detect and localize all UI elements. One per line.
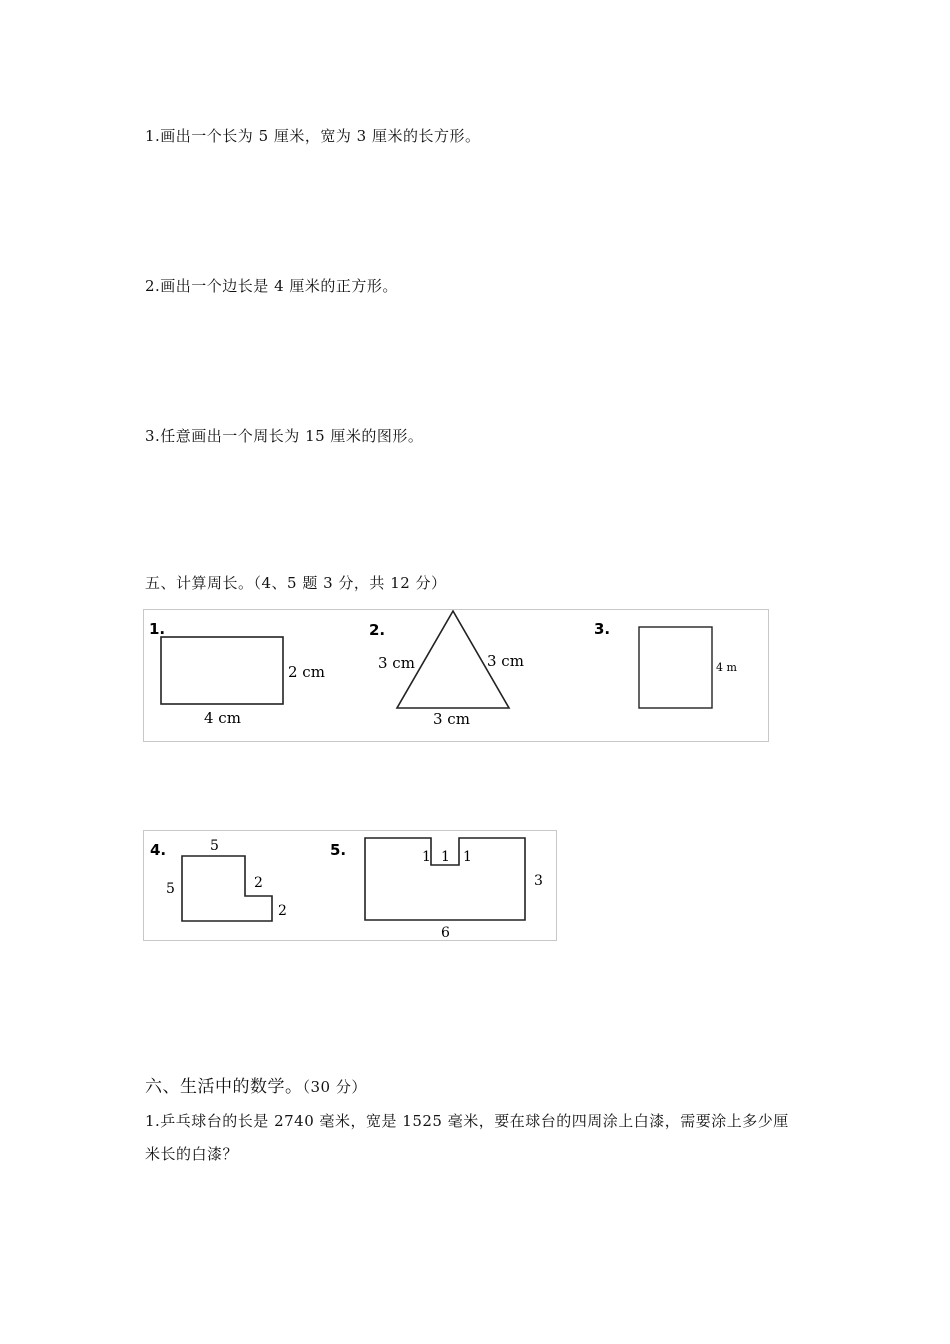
- notched-width-label: 6: [441, 925, 450, 940]
- question-draw-rectangle: 1.画出一个长为 5 厘米，宽为 3 厘米的长方形。: [145, 127, 481, 145]
- triangle-base-label: 3 cm: [433, 710, 470, 728]
- figure-panel-2: [143, 830, 557, 941]
- l-shape-step-label: 2: [254, 875, 263, 891]
- question-draw-shape: 3.任意画出一个周长为 15 厘米的图形。: [145, 427, 424, 445]
- rectangle-shape: [161, 637, 283, 704]
- section-6-points: （30 分）: [302, 1078, 367, 1096]
- section-5-title: 五、计算周长。（4、5 题 3 分，共 12 分）: [145, 574, 447, 592]
- figure-2-triangle: [369, 611, 524, 728]
- notch-bottom-label: 1: [441, 849, 450, 865]
- figure-4-l-shape: [150, 838, 287, 921]
- figure-5-number: 5.: [330, 841, 347, 859]
- problem-1-line-2: 米长的白漆？: [145, 1145, 239, 1163]
- figure-4-number: 4.: [150, 841, 167, 859]
- figure-1-rectangle: [149, 620, 325, 727]
- square-side-label: 4 m: [716, 661, 737, 674]
- figure-3-square: [594, 620, 737, 708]
- section-6-title-main: 六、生活中的数学。: [145, 1077, 303, 1097]
- figure-1-number: 1.: [149, 620, 166, 638]
- section-6-title: [145, 1072, 367, 1097]
- rectangle-length-label: 4 cm: [204, 709, 241, 727]
- figures-4-5: [144, 831, 556, 940]
- triangle-right-label: 3 cm: [487, 652, 524, 670]
- l-shape-left-label: 5: [166, 881, 175, 897]
- figure-2-number: 2.: [369, 621, 386, 639]
- figure-3-number: 3.: [594, 620, 611, 638]
- figures-1-3: [144, 610, 768, 741]
- square-shape: [639, 627, 712, 708]
- rectangle-width-label: 2 cm: [288, 663, 325, 681]
- figure-5-notched-rectangle: [330, 838, 543, 940]
- question-draw-square: 2.画出一个边长是 4 厘米的正方形。: [145, 277, 398, 295]
- triangle-left-label: 3 cm: [378, 654, 415, 672]
- l-shape-top-label: 5: [210, 838, 219, 854]
- notch-right-label: 1: [463, 849, 472, 865]
- notched-height-label: 3: [534, 873, 543, 889]
- figure-panel-1: [143, 609, 769, 742]
- problem-1-line-1: 1.乒乓球台的长是 2740 毫米，宽是 1525 毫米，要在球台的四周涂上白漆，需要涂上多少厘: [145, 1112, 789, 1130]
- notch-left-label: 1: [422, 849, 431, 865]
- l-shape-right-label: 2: [278, 903, 287, 919]
